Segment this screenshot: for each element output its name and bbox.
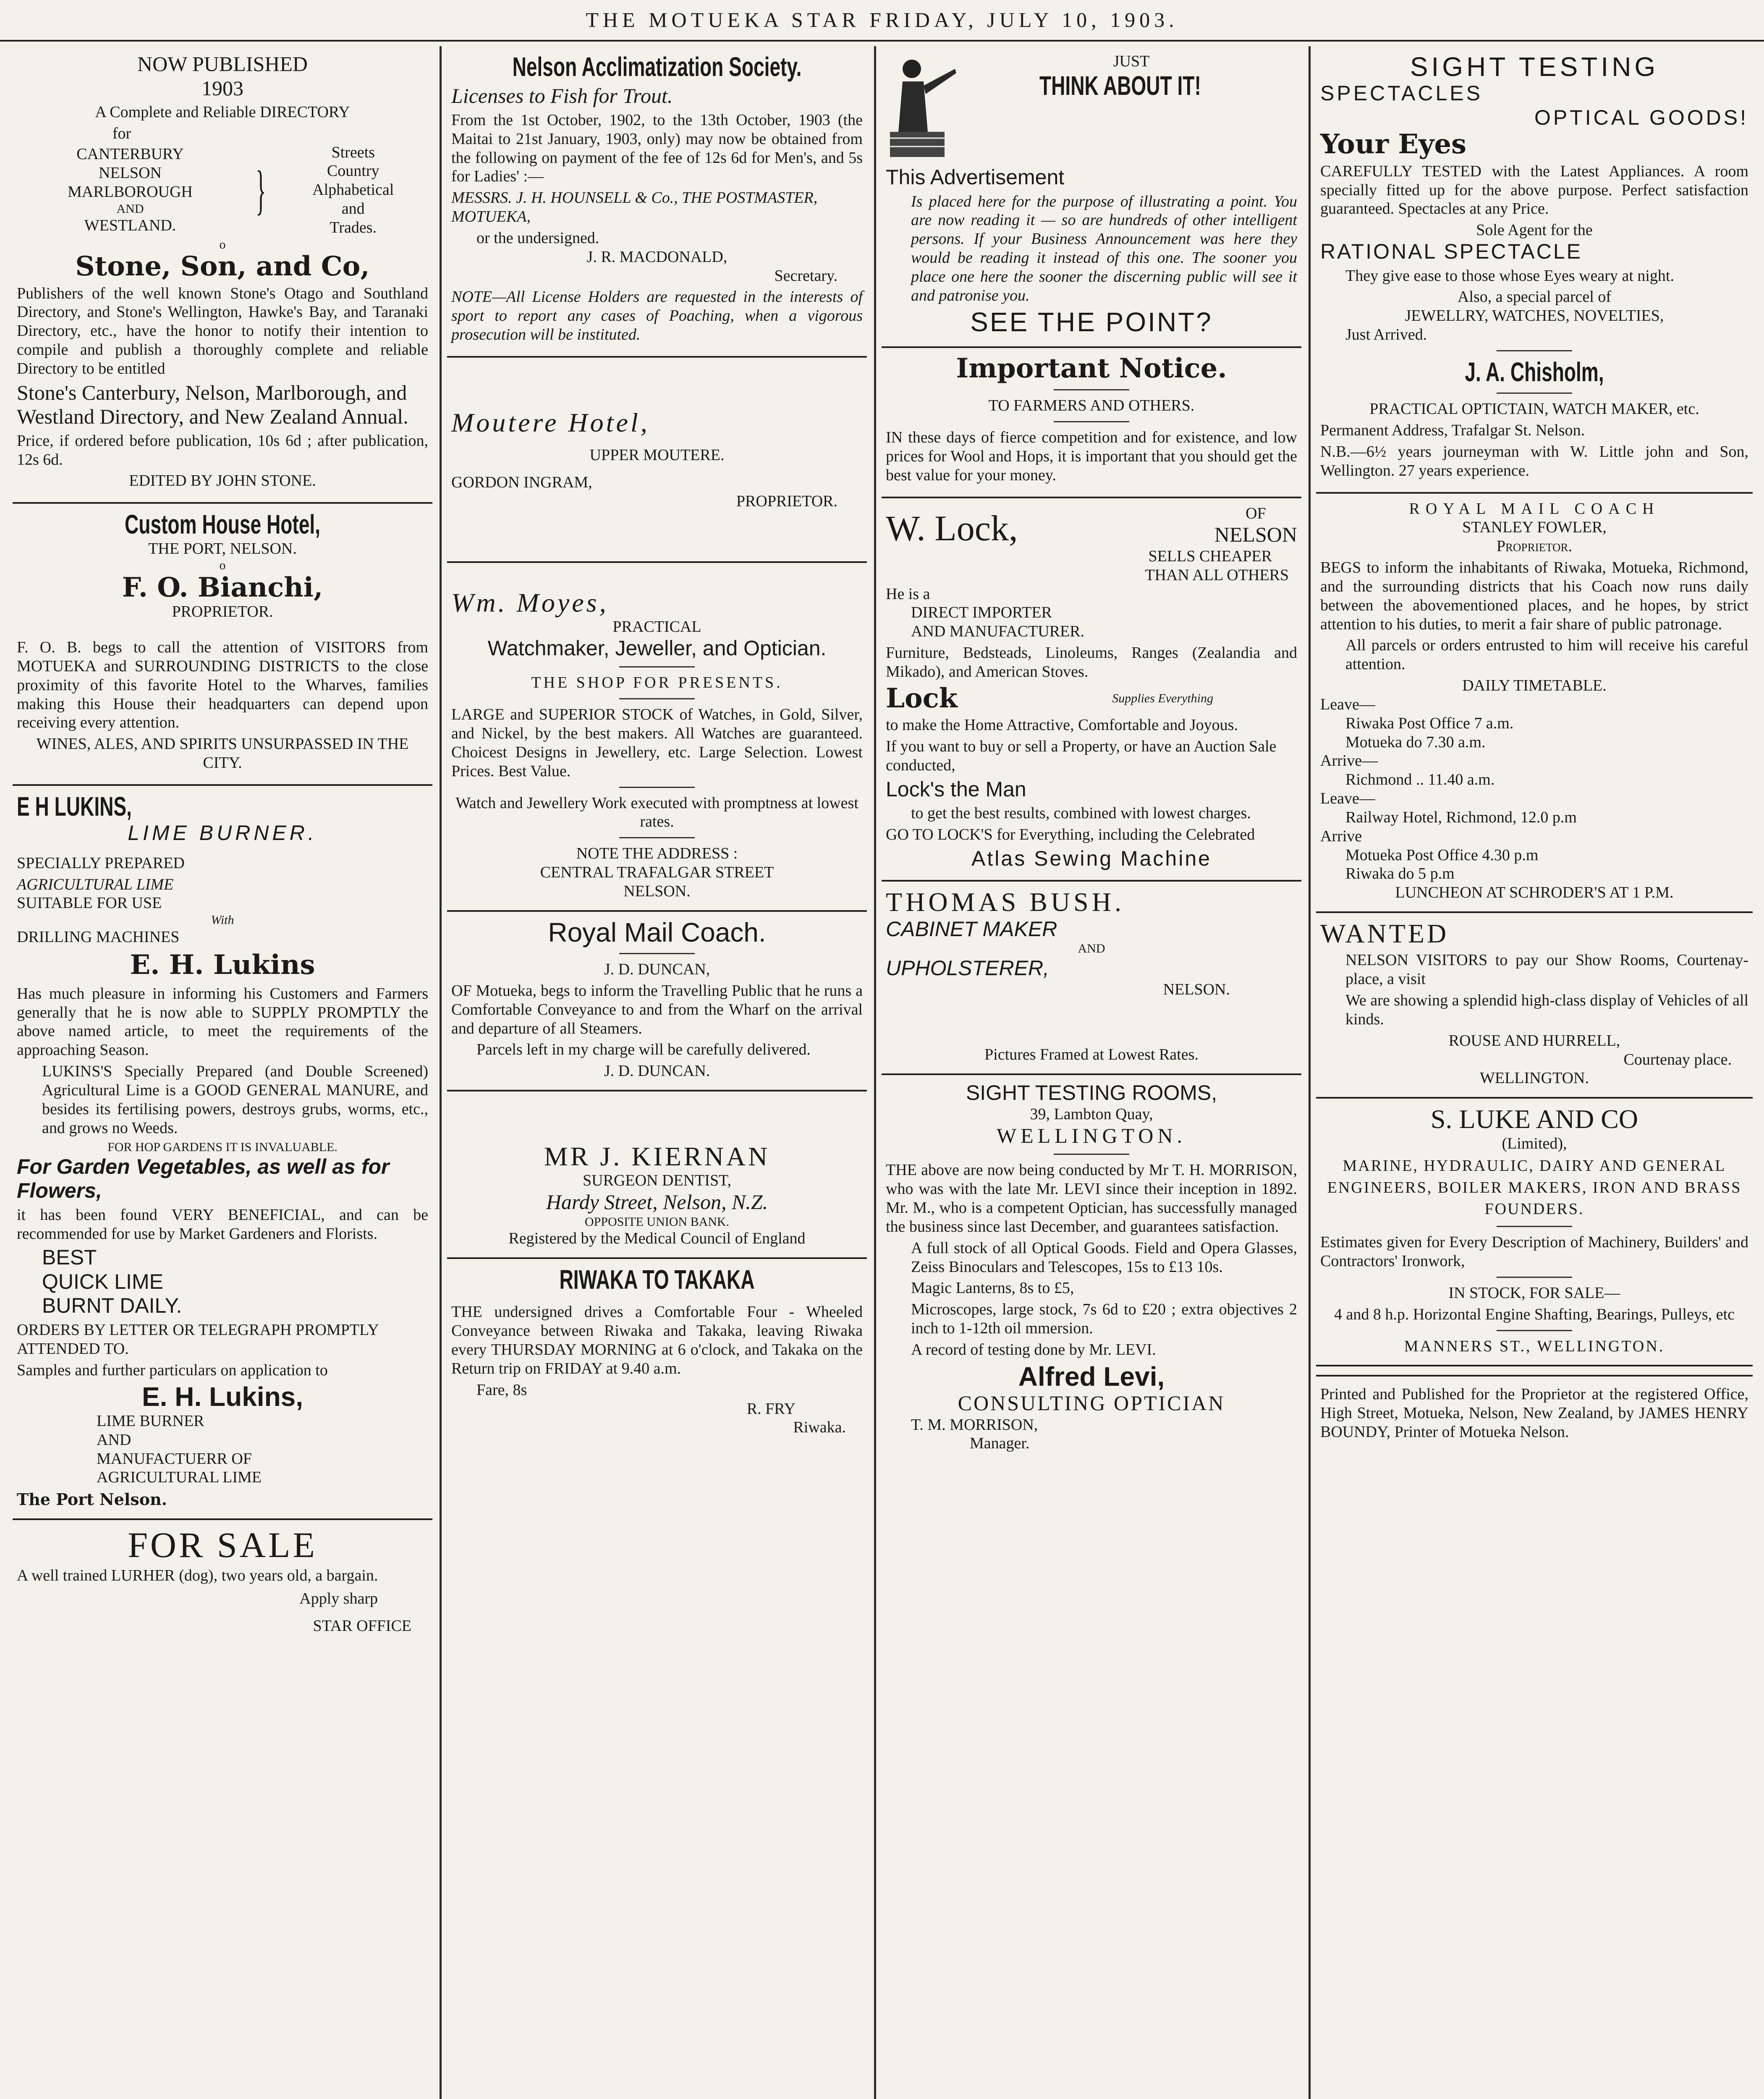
kiernan-opp: OPPOSITE UNION BANK. — [584, 1214, 730, 1229]
moyes-shop: THE SHOP FOR PRESENTS. — [531, 674, 783, 692]
region: WESTLAND. — [84, 217, 176, 235]
for-sale-office: STAR OFFICE — [313, 1617, 411, 1635]
moutere-hotel-ad — [447, 358, 867, 563]
hotel-body: F. O. B. begs to call the attention of VISITORS from MOTUEKA and SURROUNDING DISTRICTS to the close proximity of this favorite Hotel to the Wharves, families making this House their headquarters can depend upon receiving every attention. — [17, 639, 428, 732]
column-4 — [1316, 46, 1753, 2099]
pointing-figure-image — [886, 52, 957, 161]
royal-mail-coach-ad — [1316, 494, 1753, 913]
section: Trades. — [330, 218, 377, 236]
think-heading: This Advertisement — [886, 165, 1065, 189]
bush-name: THOMAS BUSH. — [886, 887, 1125, 917]
moyes-trades: Watchmaker, Jeweller, and Optician. — [487, 636, 827, 660]
directory-intro: A Complete and Reliable DIRECTORY — [95, 103, 350, 121]
hotel-wines: WINES, ALES, AND SPIRITS UNSURPASSED IN THE CITY. — [36, 735, 409, 772]
brace-glyph: } — [255, 160, 266, 220]
lock-goto: GO TO LOCK'S for Everything, including the Celebrated — [886, 825, 1255, 843]
moyes-address: CENTRAL TRAFALGAR STREET — [540, 864, 774, 882]
kiernan-role: SURGEON DENTIST, — [583, 1172, 731, 1190]
moyes-body: LARGE and SUPERIOR STOCK of Watches, in Gold, Silver, and Nickel, by the best makers. All Watches are guaranteed. Choicest Designs in Jewellery, etc. Large Selection. Lowest Prices. Best Value. — [451, 706, 863, 780]
lukins-samples: Samples and further particulars on application to — [17, 1361, 328, 1379]
for-sale-body: A well trained LURHER (dog), two years old, a bargain. — [17, 1567, 378, 1585]
region: MARLBOROUGH — [68, 183, 193, 201]
chisholm-addr: Permanent Address, Trafalgar St. Nelson. — [1320, 421, 1585, 440]
bush-trade: CABINET MAKER — [886, 917, 1057, 941]
coach-parcels: All parcels or orders entrusted to him will receive his careful attention. — [1345, 636, 1748, 673]
directory-year: 1903 — [202, 76, 243, 100]
column-1 — [13, 46, 432, 2099]
sight-address: 39, Lambton Quay, — [1030, 1105, 1153, 1123]
kiernan-reg: Registered by the Medical Council of England — [508, 1230, 806, 1248]
hotel-name: Custom House Hotel, — [125, 509, 320, 540]
acclimatization-ad — [447, 46, 867, 358]
coach-daily: DAILY TIMETABLE. — [1462, 677, 1607, 695]
column-3 — [882, 46, 1301, 2099]
bush-trade-2: UPHOLSTERER, — [886, 956, 1049, 980]
directory-ad — [13, 46, 432, 504]
lock-name: W. Lock, — [886, 508, 1018, 548]
sight-title: SIGHT TESTING ROOMS, — [966, 1081, 1217, 1104]
timetable-row: Riwaka do 5 p.m — [1345, 865, 1455, 883]
column-rule — [1309, 46, 1311, 2099]
luke-title: S. LUKE AND CO — [1430, 1104, 1638, 1134]
directory-for: for — [112, 124, 131, 142]
think-point: SEE THE POINT? — [970, 307, 1213, 338]
lock-home: to make the Home Attractive, Comfortable and Joyous. — [886, 716, 1238, 734]
lock-property: If you want to buy or sell a Property, or have an Auction Sale conducted, — [886, 737, 1277, 774]
coach-arrive: Arrive— — [1320, 752, 1378, 770]
moyes-work: Watch and Jewellery Work executed with promptness at lowest rates. — [455, 794, 858, 831]
sight-role: CONSULTING OPTICIAN — [958, 1391, 1225, 1415]
divider-dot: o — [219, 558, 226, 573]
lukins-name: E H LUKINS, — [17, 791, 132, 822]
lukins-ad — [13, 786, 432, 1520]
mailcoach-owner: J. D. DUNCAN, — [604, 961, 710, 979]
kiernan-ad — [447, 1091, 867, 1259]
sight-city: WELLINGTON. — [996, 1123, 1187, 1147]
mail-coach-ad — [447, 912, 867, 1091]
directory-heading: NOW PUBLISHED — [137, 52, 308, 76]
lukins-sig-line: AGRICULTURAL LIME — [97, 1468, 262, 1487]
timetable-row: Railway Hotel, Richmond, 12.0 p.m — [1345, 808, 1577, 826]
acclim-licenses: Licenses to Fish for Trout. — [451, 84, 673, 108]
divider — [619, 837, 695, 838]
mailcoach-body: OF Motueka, begs to inform the Travelling Public that he runs a Comfortable Conveyance to and from the Wharf on the arrival and departure of all Steamers. — [451, 981, 863, 1037]
coach-leave-2: Leave— — [1320, 790, 1375, 808]
divider-dot: o — [219, 237, 226, 251]
section: Streets — [331, 143, 375, 161]
think-just: JUST — [1113, 52, 1150, 70]
lukins-trade: LIME BURNER. — [128, 821, 317, 845]
bush-city: NELSON. — [1163, 981, 1230, 998]
wanted-title: WANTED — [1320, 919, 1449, 948]
imprint-text: Printed and Published for the Proprietor at the registered Office, High Street, Motueka, Nelson, New Zealand, by JAMES HENRY BOUNDY, Printer of Motueka Nelson. — [1320, 1385, 1748, 1441]
column-rule — [440, 46, 442, 2099]
wanted-body-2: We are showing a splendid high-class display of Vehicles of all kinds. — [1345, 992, 1748, 1028]
lock-heis: He is a — [886, 585, 930, 603]
divider — [1054, 389, 1129, 390]
luke-ltd: (Limited), — [1502, 1134, 1567, 1152]
lock-atlas: Atlas Sewing Machine — [971, 846, 1212, 870]
lukins-hop: FOR HOP GARDENS IT IS INVALUABLE. — [107, 1140, 338, 1154]
column-rule — [874, 46, 876, 2099]
hotel-owner: F. O. Bianchi, — [122, 571, 323, 603]
chisholm-spect: SPECTACLES — [1320, 81, 1483, 105]
divider — [619, 666, 695, 667]
chisholm-title: SIGHT TESTING — [1410, 52, 1659, 82]
sight-lanterns: Magic Lanterns, 8s to £5, — [911, 1279, 1074, 1297]
luke-and-co-ad — [1316, 1099, 1753, 1366]
luke-addr: MANNERS ST., WELLINGTON. — [1404, 1337, 1665, 1355]
lock-of: OF — [1246, 504, 1266, 522]
lukins-garden-body: it has been found VERY BENEFICIAL, and can be recommended for use by Market Gardeners and Florists. — [17, 1206, 428, 1243]
sight-mgr: T. M. MORRISON, — [911, 1416, 1038, 1434]
lock-goods: Furniture, Bedsteads, Linoleums, Ranges (Zealandia and Mikado), and American Stoves. — [886, 644, 1297, 680]
thomas-bush-ad — [882, 882, 1301, 1075]
riwaka-sig-2: Riwaka. — [793, 1419, 846, 1437]
acclim-body: From the 1st October, 1902, to the 13th October, 1903 (the Maitai to 21st January, 1903, only) may now be obtained from the following on payment of the fee of 12s 6d for Men's, and 5s for Ladies' :— — [451, 111, 863, 186]
directory-body: Publishers of the well known Stone's Otago and Southland Directory, and Stone's Wellington, Hawke's Bay, and Taranaki Directory, etc., have the honor to notify their intention to compile and publish a thoroughly complete and reliable Directory to be entitled — [17, 284, 428, 377]
kiernan-address: Hardy Street, Nelson, N.Z. — [546, 1190, 768, 1214]
acclim-note: NOTE—All License Holders are requested in the interests of sport to report any cases of Poaching, when a vigorous prosecution will be instituted. — [451, 288, 863, 343]
section: Alphabetical — [312, 181, 394, 199]
chisholm-jewel: JEWELLRY, WATCHES, NOVELTIES, — [1405, 307, 1664, 325]
mailcoach-sig: J. D. DUNCAN. — [604, 1062, 710, 1080]
moyes-ad — [447, 563, 867, 912]
lock-sells: SELLS CHEAPER — [1148, 547, 1272, 565]
riwaka-fare: Fare, 8s — [476, 1381, 527, 1399]
divider — [619, 787, 695, 788]
hotel-role: PROPRIETOR. — [172, 603, 273, 621]
directory-title: Stone's Canterbury, Nelson, Marlborough, and Westland Directory, and New Zealand Annual. — [17, 380, 408, 429]
moutere-role: PROPRIETOR. — [736, 492, 838, 510]
sight-record: A record of testing done by Mr. LEVI. — [911, 1340, 1156, 1358]
acclim-agents: MESSRS. J. H. HOUNSELL & Co., THE POSTMASTER, MOTUEKA, — [451, 189, 818, 226]
notice-body: IN these days of fierce competition and for existence, and low prices for Wool and Hops, it is important that you should get the best value for your money. — [886, 429, 1297, 484]
lukins-sig-line: AND — [97, 1431, 131, 1449]
lock-results: to get the best results, combined with lowest charges. — [911, 804, 1251, 822]
column-2 — [447, 46, 867, 2099]
wanted-ad — [1316, 913, 1753, 1099]
mailcoach-title: Royal Mail Coach. — [548, 917, 766, 947]
coach-lunch: LUNCHEON AT SCHRODER'S AT 1 P.M. — [1395, 884, 1674, 902]
lukins-line: SPECIALLY PREPARED — [17, 854, 185, 872]
divider — [1497, 393, 1572, 394]
coach-arrive-2: Arrive — [1320, 827, 1362, 845]
directory-brace — [17, 143, 428, 237]
section: and — [341, 200, 365, 218]
lukins-line: With — [211, 913, 234, 927]
timetable-row: Motueka Post Office 4.30 p.m — [1345, 846, 1539, 864]
notice-to: TO FARMERS AND OTHERS. — [988, 397, 1195, 415]
moutere-name: Moutere Hotel, — [451, 407, 650, 437]
mailcoach-parcels: Parcels left in my charge will be carefully delivered. — [476, 1041, 811, 1059]
region: CANTERBURY — [76, 145, 184, 163]
lukins-line: SUITABLE FOR USE — [17, 894, 162, 912]
lukins-line: AGRICULTURAL LIME — [17, 875, 174, 893]
publisher-name: Stone, Son, and Co, — [75, 251, 370, 283]
acclim-title: Nelson Acclimatization Society. — [512, 52, 802, 82]
chisholm-rational: RATIONAL SPECTACLE — [1320, 240, 1582, 264]
directory-editor: EDITED BY JOHN STONE. — [129, 472, 316, 490]
lock-manuf: AND MANUFACTURER. — [911, 623, 1085, 641]
lock-supplies: Supplies Everything — [1112, 691, 1213, 706]
masthead: THE MOTUEKA STAR FRIDAY, JULY 10, 1903. — [0, 0, 1764, 42]
sight-mgr-2: Manager. — [970, 1434, 1030, 1453]
chisholm-arrived: Just Arrived. — [1345, 326, 1427, 344]
section: Country — [327, 162, 379, 180]
divider — [1054, 1154, 1129, 1155]
acclim-sig: J. R. MACDONALD, — [586, 248, 728, 266]
important-notice-ad — [882, 348, 1301, 498]
riwaka-sig: R. FRY — [746, 1400, 796, 1418]
hotel-location: THE PORT, NELSON. — [148, 539, 297, 557]
moyes-note: NOTE THE ADDRESS : — [576, 845, 738, 863]
coach-title: ROYAL MAIL COACH — [1409, 500, 1660, 518]
wanted-city: WELLINGTON. — [1480, 1069, 1589, 1087]
acclim-role: Secretary. — [774, 267, 838, 285]
lukins-name-2: E. H. Lukins — [130, 949, 315, 981]
lukins-orders: ORDERS BY LETTER OR TELEGRAPH PROMPTLY ATTENDED TO. — [17, 1321, 379, 1358]
bush-pictures: Pictures Framed at Lowest Rates. — [984, 1045, 1199, 1063]
timetable-row: Riwaka Post Office 7 a.m. — [1345, 714, 1514, 732]
lukins-best: BEST — [42, 1246, 97, 1269]
kiernan-name: MR J. KIERNAN — [544, 1141, 770, 1172]
lock-than: THAN ALL OTHERS — [1145, 566, 1289, 584]
think-title: THINK ABOUT IT! — [1039, 70, 1201, 101]
divider — [1054, 421, 1129, 422]
for-sale-heading: FOR SALE — [128, 1525, 317, 1565]
luke-trades: MARINE, HYDRAULIC, DAIRY AND GENERAL ENGINEERS, BOILER MAKERS, IRON AND BRASS FOUNDERS. — [1327, 1157, 1742, 1218]
lock-city: NELSON — [1214, 523, 1297, 547]
chisholm-ease: They give ease to those whose Eyes weary at night. — [1345, 267, 1674, 285]
lukins-burnt: BURNT DAILY. — [42, 1294, 182, 1318]
lukins-sig-line: LIME BURNER — [97, 1412, 204, 1430]
lock-ad — [882, 498, 1301, 882]
region: AND — [116, 202, 144, 216]
sight-stock: A full stock of all Optical Goods. Field and Opera Glasses, Zeiss Binoculars and Telescopes, 15s to £13 10s. — [911, 1239, 1297, 1276]
notice-title: Important Notice. — [956, 352, 1227, 384]
chisholm-name: J. A. Chisholm, — [1465, 356, 1604, 387]
region: NELSON — [99, 164, 162, 182]
divider — [1497, 350, 1572, 351]
riwaka-title: RIWAKA TO TAKAKA — [559, 1264, 755, 1295]
luke-stock: IN STOCK, FOR SALE— — [1448, 1284, 1620, 1302]
chisholm-ad — [1316, 46, 1753, 494]
chisholm-nb: N.B.—6½ years journeyman with W. Little john and Son, Wellington. 27 years experience. — [1320, 442, 1748, 479]
moutere-owner: GORDON INGRAM, — [451, 474, 592, 492]
sight-levi: Alfred Levi, — [1018, 1361, 1165, 1392]
divider — [619, 953, 695, 954]
acclim-agents-2: or the undersigned. — [476, 229, 599, 247]
custom-house-hotel-ad — [13, 504, 432, 786]
lukins-line: DRILLING MACHINES — [17, 928, 180, 946]
bush-and: AND — [1078, 942, 1105, 956]
chisholm-role: PRACTICAL OPTICTAIN, WATCH MAKER, etc. — [1369, 400, 1699, 418]
imprint — [1316, 1375, 1753, 1453]
coach-role: Proprietor. — [1496, 537, 1573, 555]
coach-owner: STANLEY FOWLER, — [1462, 518, 1607, 537]
for-sale-apply: Apply sharp — [299, 1590, 378, 1608]
divider — [1497, 1226, 1572, 1227]
lukins-port: The Port Nelson. — [17, 1490, 167, 1509]
lukins-body: LUKINS'S Specially Prepared (and Double Screened) Agricultural Lime is a GOOD GENERAL MANURE, and besides its fertilising powers, destroys grubs, worms, etc., and grows no Weeds. — [42, 1063, 428, 1137]
lukins-sig-line: MANUFACTUERR OF — [97, 1450, 252, 1468]
coach-leave: Leave— — [1320, 695, 1375, 713]
moyes-practical: PRACTICAL — [612, 618, 701, 636]
directory-price: Price, if ordered before publication, 10s 6d ; after publication, 12s 6d. — [17, 432, 428, 468]
think-about-it-ad — [882, 46, 1301, 348]
riwaka-body: THE undersigned drives a Comfortable Four - Wheeled Conveyance between Riwaka and Takaka, leaving Riwaka every THURSDAY MORNING at 6 o'clock, and Takaka on the Return trip on FRIDAY at 9.40 a.m. — [451, 1303, 863, 1377]
luke-items: 4 and 8 h.p. Horizontal Engine Shafting, Bearings, Pulleys, etc — [1334, 1305, 1735, 1323]
chisholm-agent: Sole Agent for the — [1476, 221, 1593, 239]
chisholm-also: Also, a special parcel of — [1457, 288, 1612, 306]
chisholm-eyes: Your Eyes — [1320, 128, 1467, 160]
divider — [1497, 1277, 1572, 1278]
think-body: Is placed here for the purpose of illustrating a point. You are now reading it — so are hundreds of other intelligent persons. If your Business Announcement was here they would be reading it instead of this one. The sooner you place one here the sooner the discerning public will see it and patronise you. — [911, 192, 1297, 304]
moyes-city: NELSON. — [623, 882, 691, 900]
moyes-name: Wm. Moyes, — [451, 587, 609, 618]
lukins-garden: For Garden Vegetables, as well as for Flowers, — [17, 1154, 390, 1203]
luke-estimates: Estimates given for Every Description of Machinery, Builders' and Contractors' Ironwork, — [1320, 1233, 1748, 1270]
timetable-row: Richmond .. 11.40 a.m. — [1345, 771, 1495, 789]
wanted-firm: ROUSE AND HURRELL, — [1448, 1031, 1620, 1050]
lukins-sig: E. H. Lukins, — [141, 1382, 304, 1412]
lock-direct: DIRECT IMPORTER — [911, 604, 1052, 622]
sight-body: THE above are now being conducted by Mr T. H. MORRISON, who was with the late Mr. LEVI since their inception in 1892. Mr. M., who is a competent Optician, has successfully managed the business since last December, and guarantees satisfaction. — [886, 1161, 1297, 1235]
lock-name-2: Lock — [886, 682, 958, 714]
timetable-row: Motueka do 7.30 a.m. — [1345, 733, 1486, 751]
lock-man: Lock's the Man — [886, 777, 1026, 801]
riwaka-takaka-ad — [447, 1259, 867, 1446]
coach-body: BEGS to inform the inhabitants of Riwaka, Motueka, Richmond, and the surrounding districts that his Coach now runs daily between the abovementioned places, and he hopes, by strict attention to his duties, to merit a fair share of public patronage. — [1320, 559, 1748, 633]
moutere-location: UPPER MOUTERE. — [589, 446, 725, 464]
lukins-quick: QUICK LIME — [42, 1269, 163, 1293]
wanted-addr: Courtenay place. — [1623, 1050, 1732, 1068]
divider — [1497, 1330, 1572, 1331]
wanted-body: NELSON VISITORS to pay our Show Rooms, Courtenay-place, a visit — [1345, 951, 1748, 988]
sight-micro: Microscopes, large stock, 7s 6d to £20 ; extra objectives 2 inch to 1-12th oil mmersion. — [911, 1301, 1297, 1337]
sight-testing-rooms-ad — [882, 1075, 1301, 1463]
divider — [619, 698, 695, 699]
chisholm-body: CAREFULLY TESTED with the Latest Appliances. A room specially fitted up for the above purpose. Perfect satisfaction guaranteed. Spectacles at any Price. — [1320, 162, 1748, 218]
lukins-body: Has much pleasure in informing his Customers and Farmers generally that he is now able to SUPPLY PROMPTLY the above named article, to meet the requirements of the approaching Season. — [17, 984, 428, 1059]
chisholm-optical: OPTICAL GOODS! — [1534, 105, 1748, 129]
for-sale-ad — [13, 1520, 432, 1645]
